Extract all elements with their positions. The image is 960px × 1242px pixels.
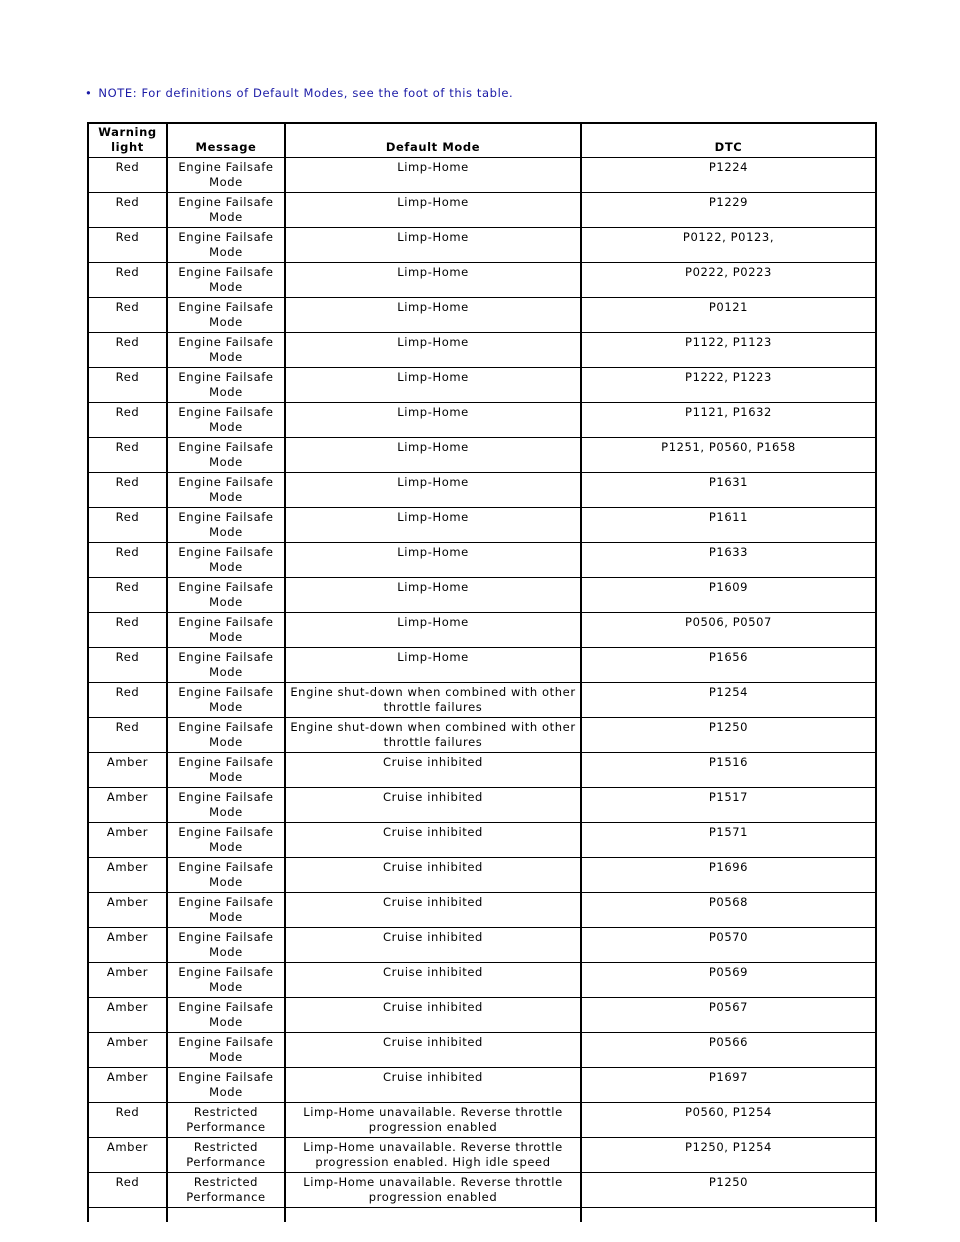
- cell-dtc: P1122, P1123: [581, 333, 876, 368]
- cell-default-mode: Cruise inhibited: [285, 893, 581, 928]
- cell-default-mode: Limp-Home unavailable. Reverse throttle progression enabled: [285, 1103, 581, 1138]
- cell-dtc: P1224: [581, 158, 876, 193]
- cell-message: Engine Failsafe Mode: [167, 718, 285, 753]
- cell-message: Engine Failsafe Mode: [167, 333, 285, 368]
- empty-cell: [167, 1208, 285, 1223]
- header-message: Message: [167, 123, 285, 158]
- empty-cell: [88, 1208, 167, 1223]
- table-row: [88, 578, 876, 613]
- table-row: [88, 1138, 876, 1173]
- cell-default-mode: Limp-Home unavailable. Reverse throttle progression enabled: [285, 1173, 581, 1208]
- cell-default-mode: Limp-Home unavailable. Reverse throttle progression enabled. High idle speed: [285, 1138, 581, 1173]
- cell-default-mode: Limp-Home: [285, 613, 581, 648]
- table-note: [85, 86, 513, 100]
- cell-message: Engine Failsafe Mode: [167, 298, 285, 333]
- table-row: [88, 963, 876, 998]
- cell-warning-light: Red: [88, 648, 167, 683]
- cell-default-mode: Cruise inhibited: [285, 858, 581, 893]
- cell-default-mode: Cruise inhibited: [285, 823, 581, 858]
- table-row: [88, 158, 876, 193]
- cell-message: Engine Failsafe Mode: [167, 858, 285, 893]
- table-row: [88, 263, 876, 298]
- cell-default-mode: Limp-Home: [285, 263, 581, 298]
- cell-warning-light: Red: [88, 193, 167, 228]
- cell-default-mode: Cruise inhibited: [285, 1033, 581, 1068]
- cell-default-mode: Limp-Home: [285, 438, 581, 473]
- table-row: [88, 823, 876, 858]
- cell-default-mode: Cruise inhibited: [285, 928, 581, 963]
- cell-default-mode: Limp-Home: [285, 473, 581, 508]
- cell-message: Engine Failsafe Mode: [167, 928, 285, 963]
- cell-default-mode: Limp-Home: [285, 648, 581, 683]
- cell-message: Engine Failsafe Mode: [167, 963, 285, 998]
- table-row: [88, 333, 876, 368]
- cell-warning-light: Amber: [88, 1068, 167, 1103]
- cell-dtc: P0506, P0507: [581, 613, 876, 648]
- cell-message: Engine Failsafe Mode: [167, 193, 285, 228]
- cell-dtc: P0222, P0223: [581, 263, 876, 298]
- cell-dtc: P0570: [581, 928, 876, 963]
- table-row: [88, 893, 876, 928]
- table-row: [88, 613, 876, 648]
- cell-default-mode: Limp-Home: [285, 403, 581, 438]
- cell-warning-light: Red: [88, 368, 167, 403]
- cell-warning-light: Red: [88, 543, 167, 578]
- cell-warning-light: Red: [88, 298, 167, 333]
- cell-warning-light: Amber: [88, 893, 167, 928]
- cell-dtc: P1609: [581, 578, 876, 613]
- cell-dtc: P1517: [581, 788, 876, 823]
- table-row: [88, 193, 876, 228]
- cell-default-mode: Limp-Home: [285, 193, 581, 228]
- table-row: [88, 683, 876, 718]
- cell-dtc: P1250: [581, 718, 876, 753]
- cell-message: Engine Failsafe Mode: [167, 893, 285, 928]
- table-row: [88, 403, 876, 438]
- table-row: [88, 1103, 876, 1138]
- header-row: [88, 123, 876, 158]
- cell-warning-light: Amber: [88, 1138, 167, 1173]
- table-row: [88, 1173, 876, 1208]
- cell-message: Engine Failsafe Mode: [167, 1033, 285, 1068]
- cell-dtc: P1571: [581, 823, 876, 858]
- cell-message: Engine Failsafe Mode: [167, 543, 285, 578]
- cell-warning-light: Red: [88, 508, 167, 543]
- cell-warning-light: Red: [88, 438, 167, 473]
- cell-message: Engine Failsafe Mode: [167, 648, 285, 683]
- cell-default-mode: Cruise inhibited: [285, 788, 581, 823]
- cell-dtc: P1516: [581, 753, 876, 788]
- cell-dtc: P0566: [581, 1033, 876, 1068]
- cell-message: Engine Failsafe Mode: [167, 438, 285, 473]
- cell-warning-light: Red: [88, 263, 167, 298]
- cell-default-mode: Limp-Home: [285, 543, 581, 578]
- cell-dtc: P1229: [581, 193, 876, 228]
- header-warning-light: Warning light: [88, 123, 167, 158]
- table-row: [88, 648, 876, 683]
- cell-dtc: P1121, P1632: [581, 403, 876, 438]
- empty-cell: [581, 1208, 876, 1223]
- cell-dtc: P0569: [581, 963, 876, 998]
- cell-message: Restricted Performance: [167, 1138, 285, 1173]
- cell-dtc: P1633: [581, 543, 876, 578]
- cell-dtc: P0560, P1254: [581, 1103, 876, 1138]
- cell-warning-light: Red: [88, 333, 167, 368]
- cell-warning-light: Amber: [88, 963, 167, 998]
- header-default-mode: Default Mode: [285, 123, 581, 158]
- cell-warning-light: Red: [88, 1173, 167, 1208]
- cell-dtc: P0122, P0123,: [581, 228, 876, 263]
- cell-default-mode: Cruise inhibited: [285, 963, 581, 998]
- cell-dtc: P1251, P0560, P1658: [581, 438, 876, 473]
- cell-default-mode: Limp-Home: [285, 298, 581, 333]
- cell-message: Engine Failsafe Mode: [167, 578, 285, 613]
- cell-warning-light: Red: [88, 683, 167, 718]
- cell-dtc: P1250, P1254: [581, 1138, 876, 1173]
- cell-warning-light: Red: [88, 473, 167, 508]
- cell-default-mode: Limp-Home: [285, 578, 581, 613]
- table-row: [88, 438, 876, 473]
- cell-message: Restricted Performance: [167, 1173, 285, 1208]
- cell-message: Restricted Performance: [167, 1103, 285, 1138]
- table-row: [88, 718, 876, 753]
- cell-default-mode: Engine shut-down when combined with other throttle failures: [285, 718, 581, 753]
- table-row: [88, 928, 876, 963]
- cell-default-mode: Limp-Home: [285, 158, 581, 193]
- table-row: [88, 753, 876, 788]
- cell-warning-light: Red: [88, 718, 167, 753]
- cell-message: Engine Failsafe Mode: [167, 508, 285, 543]
- cell-warning-light: Amber: [88, 928, 167, 963]
- cell-dtc: P1222, P1223: [581, 368, 876, 403]
- dtc-table: [87, 122, 877, 1222]
- cell-default-mode: Limp-Home: [285, 368, 581, 403]
- cell-message: Engine Failsafe Mode: [167, 368, 285, 403]
- cell-warning-light: Red: [88, 228, 167, 263]
- cell-warning-light: Amber: [88, 788, 167, 823]
- table-body: [88, 158, 876, 1223]
- cell-warning-light: Amber: [88, 998, 167, 1033]
- table-row: [88, 1068, 876, 1103]
- cell-message: Engine Failsafe Mode: [167, 613, 285, 648]
- table-row-continuation: [88, 1208, 876, 1223]
- cell-warning-light: Red: [88, 613, 167, 648]
- cell-dtc: P0567: [581, 998, 876, 1033]
- note-text: NOTE: For definitions of Default Modes, see the foot of this table.: [98, 86, 514, 100]
- cell-message: Engine Failsafe Mode: [167, 683, 285, 718]
- cell-message: Engine Failsafe Mode: [167, 1068, 285, 1103]
- cell-dtc: P1696: [581, 858, 876, 893]
- empty-cell: [285, 1208, 581, 1223]
- cell-message: Engine Failsafe Mode: [167, 753, 285, 788]
- table-row: [88, 228, 876, 263]
- header-dtc: DTC: [581, 123, 876, 158]
- table-row: [88, 368, 876, 403]
- table-header: [88, 123, 876, 158]
- cell-warning-light: Red: [88, 158, 167, 193]
- cell-message: Engine Failsafe Mode: [167, 228, 285, 263]
- cell-warning-light: Amber: [88, 858, 167, 893]
- cell-dtc: P1611: [581, 508, 876, 543]
- cell-message: Engine Failsafe Mode: [167, 263, 285, 298]
- table-row: [88, 788, 876, 823]
- table-row: [88, 298, 876, 333]
- table-row: [88, 858, 876, 893]
- cell-dtc: P1254: [581, 683, 876, 718]
- cell-warning-light: Red: [88, 403, 167, 438]
- cell-default-mode: Cruise inhibited: [285, 998, 581, 1033]
- table-row: [88, 998, 876, 1033]
- cell-dtc: P1697: [581, 1068, 876, 1103]
- cell-message: Engine Failsafe Mode: [167, 823, 285, 858]
- cell-default-mode: Limp-Home: [285, 228, 581, 263]
- table-row: [88, 543, 876, 578]
- note-bullet: •: [85, 86, 93, 100]
- cell-message: Engine Failsafe Mode: [167, 788, 285, 823]
- cell-message: Engine Failsafe Mode: [167, 473, 285, 508]
- cell-message: Engine Failsafe Mode: [167, 403, 285, 438]
- table-row: [88, 508, 876, 543]
- cell-default-mode: Limp-Home: [285, 508, 581, 543]
- table-row: [88, 1033, 876, 1068]
- cell-warning-light: Amber: [88, 753, 167, 788]
- table-row: [88, 473, 876, 508]
- cell-warning-light: Red: [88, 578, 167, 613]
- cell-warning-light: Amber: [88, 823, 167, 858]
- cell-default-mode: Engine shut-down when combined with other throttle failures: [285, 683, 581, 718]
- cell-message: Engine Failsafe Mode: [167, 158, 285, 193]
- cell-dtc: P1631: [581, 473, 876, 508]
- cell-default-mode: Limp-Home: [285, 333, 581, 368]
- cell-dtc: P0121: [581, 298, 876, 333]
- cell-dtc: P1250: [581, 1173, 876, 1208]
- cell-dtc: P1656: [581, 648, 876, 683]
- cell-message: Engine Failsafe Mode: [167, 998, 285, 1033]
- cell-default-mode: Cruise inhibited: [285, 753, 581, 788]
- cell-warning-light: Amber: [88, 1033, 167, 1068]
- cell-default-mode: Cruise inhibited: [285, 1068, 581, 1103]
- cell-warning-light: Red: [88, 1103, 167, 1138]
- cell-dtc: P0568: [581, 893, 876, 928]
